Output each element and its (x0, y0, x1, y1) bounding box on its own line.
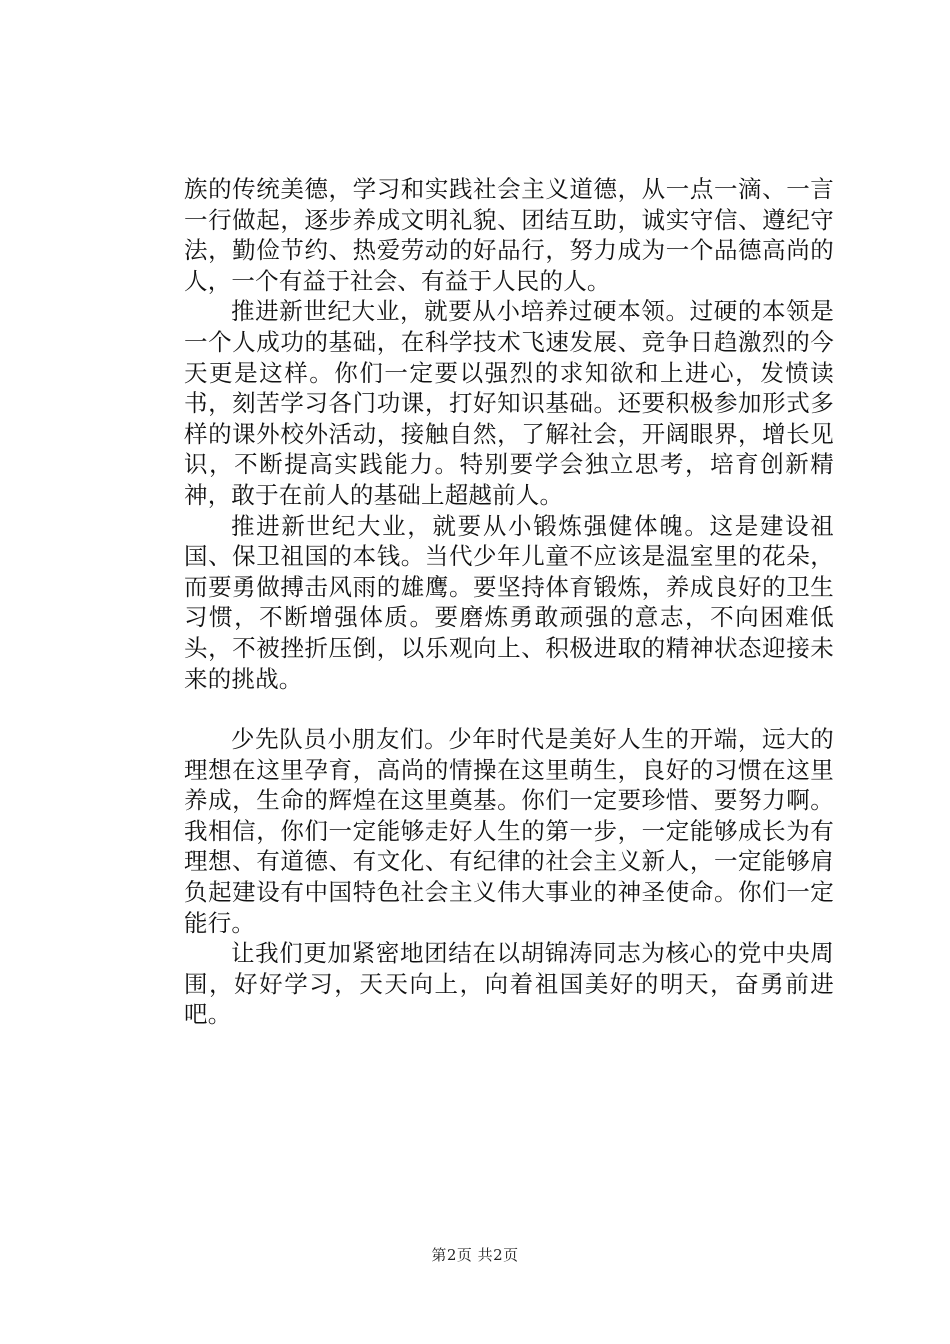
paragraph-5: 让我们更加紧密地团结在以胡锦涛同志为核心的党中央周围，好好学习，天天向上，向着祖国美好的明天，奋勇前进吧。 (184, 939, 834, 1029)
page-footer: 第2页 共2页 (431, 1246, 519, 1264)
paragraph-1: 族的传统美德，学习和实践社会主义道德，从一点一滴、一言一行做起，逐步养成文明礼貌、团结互助，诚实守信、遵纪守法，勤俭节约、热爱劳动的好品行，努力成为一个品德高尚的人，一个有益于社会、有益于人民的人。 (184, 175, 834, 295)
document-body (184, 174, 834, 1030)
paragraph-gap (184, 694, 834, 724)
paragraph-3: 推进新世纪大业，就要从小锻炼强健体魄。这是建设祖国、保卫祖国的本钱。当代少年儿童不应该是温室里的花朵，而要勇做搏击风雨的雄鹰。要坚持体育锻炼，养成良好的卫生习惯，不断增强体质。要磨炼勇敢顽强的意志，不向困难低头，不被挫折压倒，以乐观向上、积极进取的精神状态迎接未来的挑战。 (184, 511, 834, 693)
paragraph-4: 少先队员小朋友们。少年时代是美好人生的开端，远大的理想在这里孕育，高尚的情操在这里萌生，良好的习惯在这里养成，生命的辉煌在这里奠基。你们一定要珍惜、要努力啊。我相信，你们一定能够走好人生的第一步，一定能够成长为有理想、有道德、有文化、有纪律的社会主义新人，一定能够肩负起建设有中国特色社会主义伟大事业的神圣使命。你们一定能行。 (184, 725, 834, 937)
paragraph-2: 推进新世纪大业，就要从小培养过硬本领。过硬的本领是一个人成功的基础，在科学技术飞速发展、竞争日趋激烈的今天更是这样。你们一定要以强烈的求知欲和上进心，发愤读书，刻苦学习各门功课，打好知识基础。还要积极参加形式多样的课外校外活动，接触自然，了解社会，开阔眼界，增长见识，不断提高实践能力。特别要学会独立思考，培育创新精神，敢于在前人的基础上超越前人。 (184, 297, 834, 509)
